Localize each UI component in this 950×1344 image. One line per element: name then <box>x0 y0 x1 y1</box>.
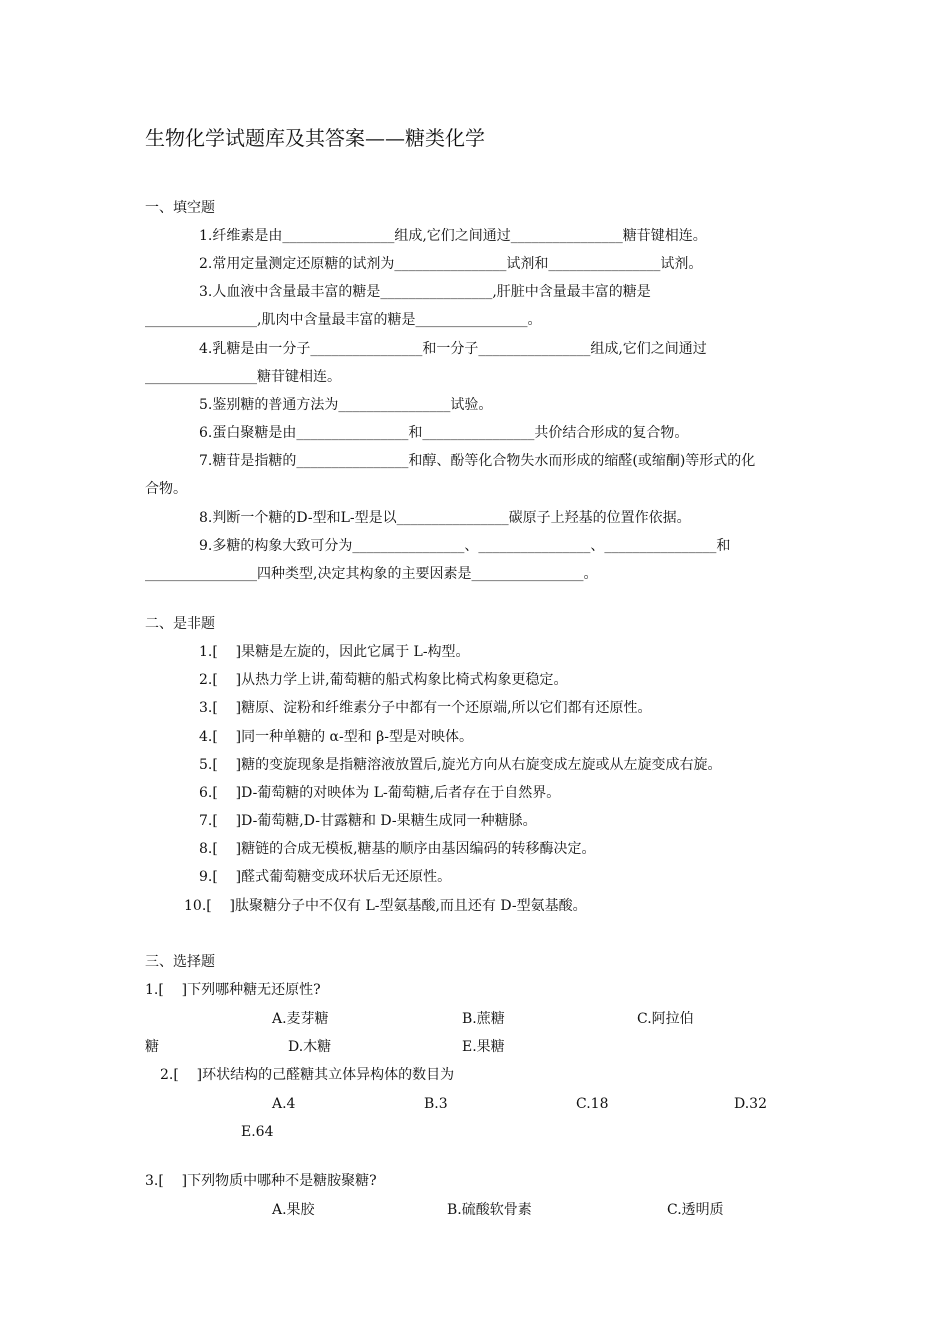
fill-blank-q9-line1: 9.多糖的构象大致可分为________________、________________、________________和 <box>199 538 731 554</box>
true-false-item-5: 5.[ ]糖的变旋现象是指糖溶液放置后,旋光方向从右旋变成左旋或从左旋变成右旋。 <box>199 757 722 773</box>
choice-q2-option-e: E.64 <box>241 1124 274 1140</box>
fill-blank-q8: 8.判断一个糖的D-型和L-型是以________________碳原子上羟基的位置作依据。 <box>199 510 691 526</box>
choice-q3-stem: 3.[ ]下列物质中哪种不是糖胺聚糖? <box>145 1173 377 1189</box>
true-false-item-6: 6.[ ]D-葡萄糖的对映体为 L-葡萄糖,后者存在于自然界。 <box>199 785 561 801</box>
fill-blank-q7-line2: 合物。 <box>145 481 187 497</box>
choice-q1-option-c: C.阿拉伯 <box>637 1011 694 1027</box>
fill-blank-q6: 6.蛋白聚糖是由________________和________________共价结合形成的复合物。 <box>199 425 689 441</box>
fill-blank-q2: 2.常用定量测定还原糖的试剂为________________试剂和________________试剂。 <box>199 256 703 272</box>
section-heading-multiple-choice: 三、选择题 <box>145 954 215 970</box>
choice-q1-stem: 1.[ ]下列哪种糖无还原性? <box>145 982 321 998</box>
page-title: 生物化学试题库及其答案——糖类化学 <box>145 126 485 150</box>
choice-q1-option-a: A.麦芽糖 <box>272 1011 329 1027</box>
choice-q3-option-b: B.硫酸软骨素 <box>447 1202 532 1218</box>
choice-q2-option-d: D.32 <box>734 1096 767 1112</box>
section-heading-true-false: 二、是非题 <box>145 616 215 632</box>
fill-blank-q1: 1.纤维素是由________________组成,它们之间通过________________糖苷键相连。 <box>199 228 707 244</box>
true-false-item-10: 10.[ ]肽聚糖分子中不仅有 L-型氨基酸,而且还有 D-型氨基酸。 <box>184 898 587 914</box>
choice-q3-option-a: A.果胶 <box>272 1202 315 1218</box>
choice-q1-option-c-cont: 糖 <box>145 1039 159 1055</box>
fill-blank-q5: 5.鉴别糖的普通方法为________________试验。 <box>199 397 493 413</box>
true-false-item-3: 3.[ ]糖原、淀粉和纤维素分子中都有一个还原端,所以它们都有还原性。 <box>199 700 652 716</box>
fill-blank-q9-line2: ________________四种类型,决定其构象的主要因素是________________。 <box>145 566 598 582</box>
choice-q1-option-d: D.木糖 <box>288 1039 332 1055</box>
choice-q1-option-e: E.果糖 <box>462 1039 505 1055</box>
true-false-item-7: 7.[ ]D-葡萄糖,D-甘露糖和 D-果糖生成同一种糖脎。 <box>199 813 537 829</box>
fill-blank-q3-line1: 3.人血液中含量最丰富的糖是________________,肝脏中含量最丰富的糖是 <box>199 284 651 300</box>
choice-q1-option-b: B.蔗糖 <box>462 1011 505 1027</box>
choice-q2-option-c: C.18 <box>576 1096 609 1112</box>
true-false-item-1: 1.[ ]果糖是左旋的，因此它属于 L-构型。 <box>199 644 470 660</box>
true-false-item-2: 2.[ ]从热力学上讲,葡萄糖的船式构象比椅式构象更稳定。 <box>199 672 568 688</box>
choice-q2-option-b: B.3 <box>424 1096 448 1112</box>
fill-blank-q4-line1: 4.乳糖是由一分子________________和一分子________________组成,它们之间通过 <box>199 341 707 357</box>
fill-blank-q4-line2: ________________糖苷键相连。 <box>145 369 341 385</box>
fill-blank-q7-line1: 7.糖苷是指糖的________________和醇、酚等化合物失水而形成的缩醛(或缩酮)等形式的化 <box>199 453 756 469</box>
choice-q2-option-a: A.4 <box>272 1096 296 1112</box>
fill-blank-q3-line2: ________________,肌肉中含量最丰富的糖是________________。 <box>145 312 542 328</box>
true-false-item-9: 9.[ ]醛式葡萄糖变成环状后无还原性。 <box>199 869 452 885</box>
section-heading-fill-blank: 一、填空题 <box>145 200 215 216</box>
choice-q2-stem: 2.[ ]环状结构的己醛糖其立体异构体的数目为 <box>160 1067 455 1083</box>
true-false-item-8: 8.[ ]糖链的合成无模板,糖基的顺序由基因编码的转移酶决定。 <box>199 841 596 857</box>
choice-q3-option-c: C.透明质 <box>667 1202 724 1218</box>
true-false-item-4: 4.[ ]同一种单糖的 α-型和 β-型是对映体。 <box>199 729 473 745</box>
